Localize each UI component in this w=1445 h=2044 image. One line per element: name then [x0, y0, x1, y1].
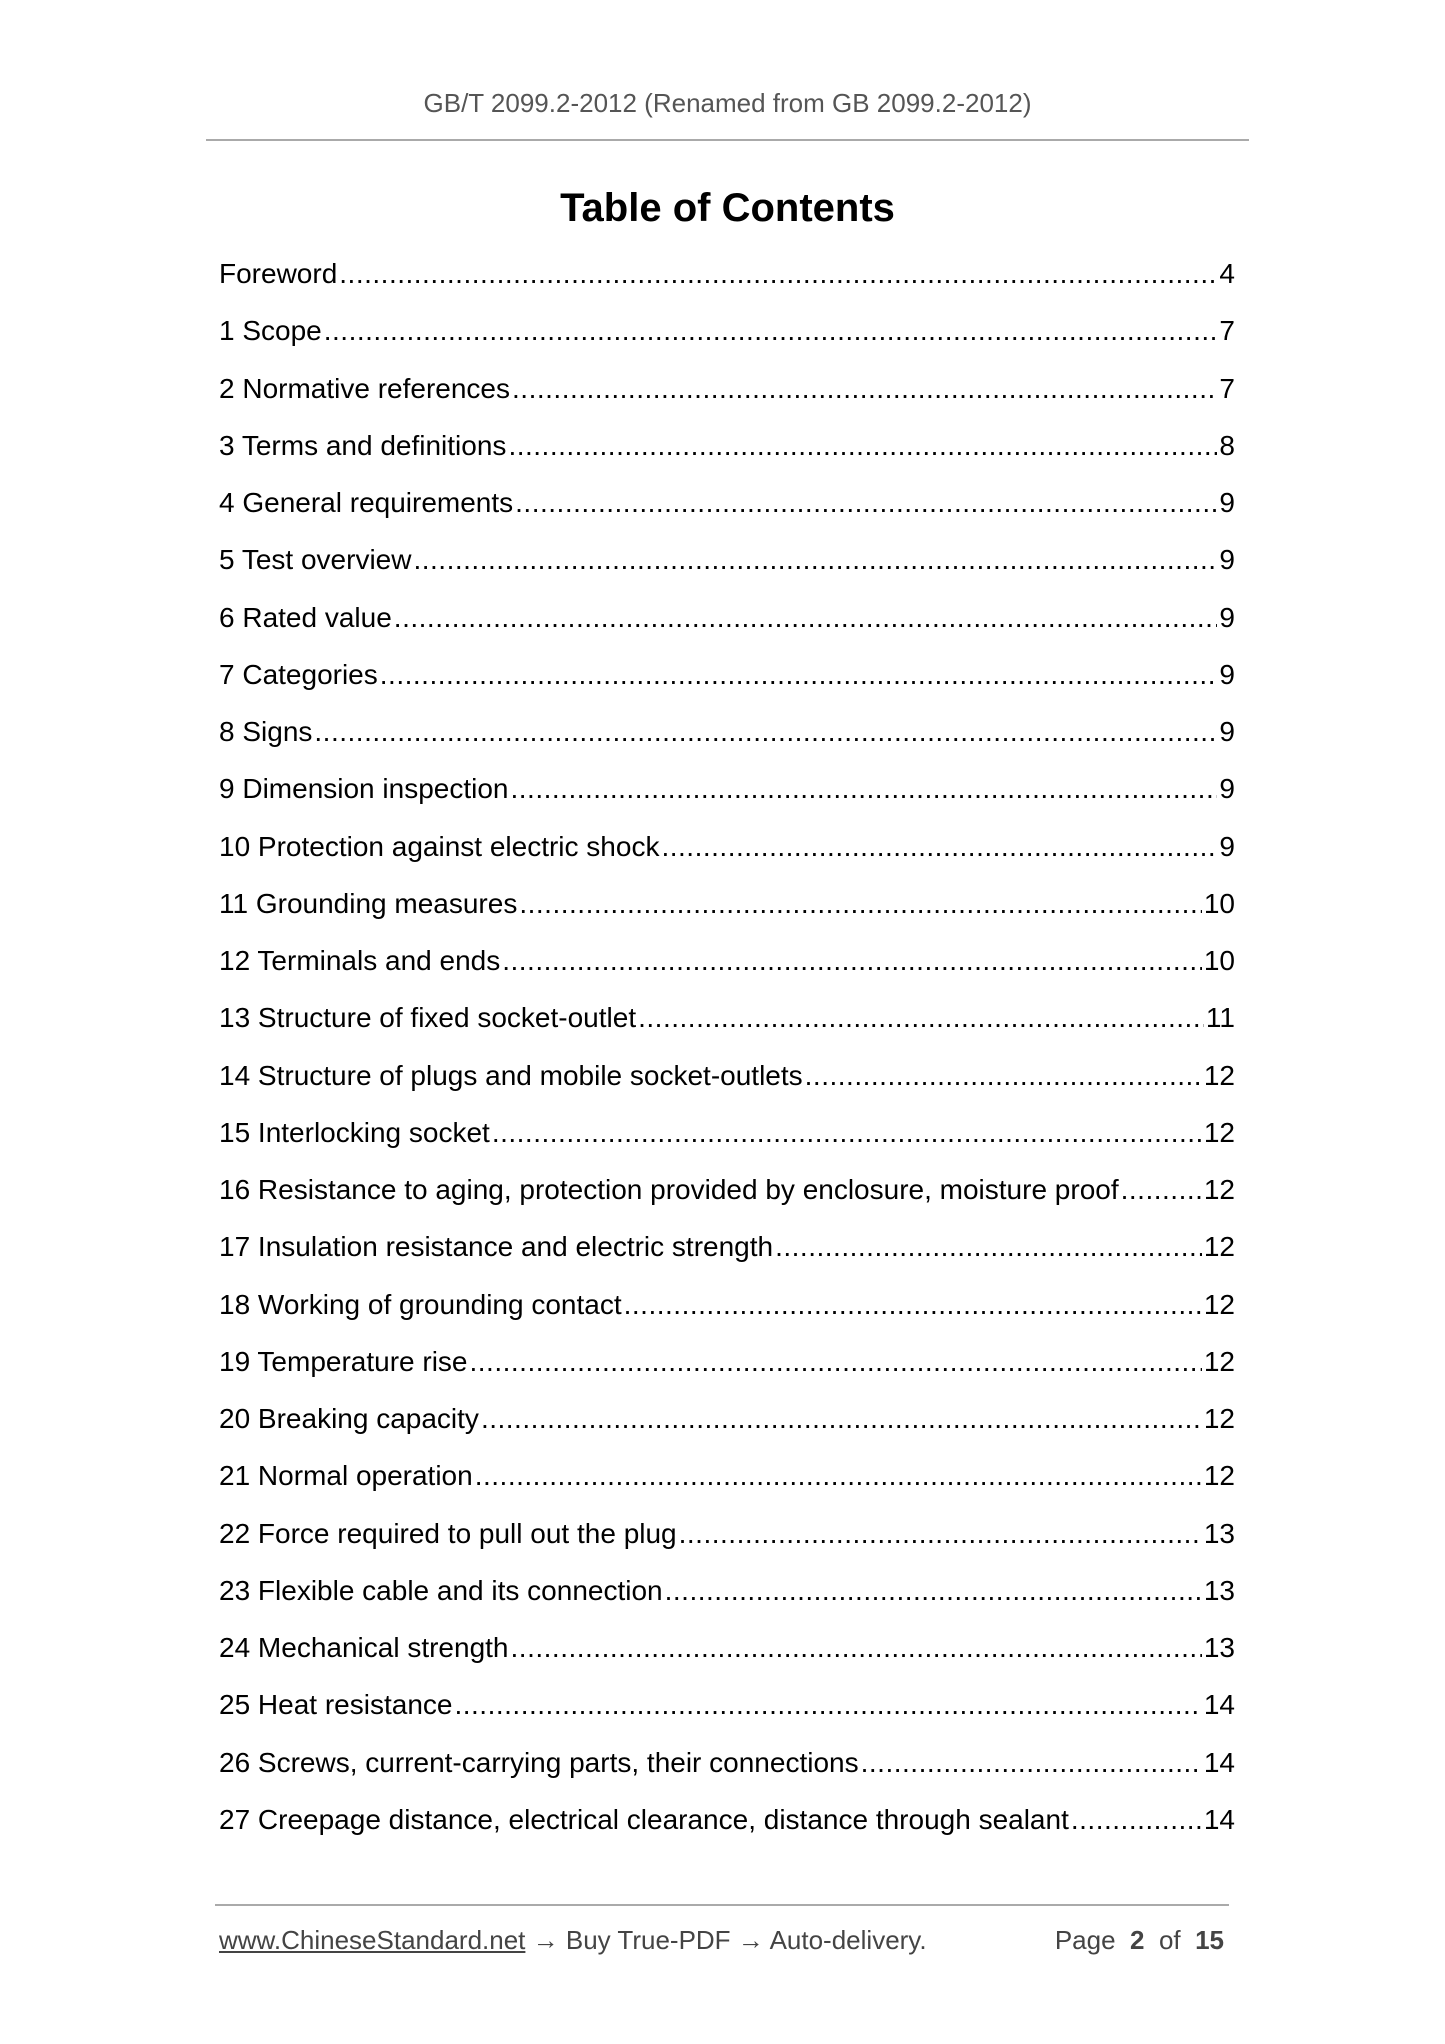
dot-leader	[339, 258, 1217, 290]
toc-entry[interactable]	[219, 1060, 1235, 1117]
toc-entry[interactable]	[219, 1689, 1235, 1746]
toc-entry[interactable]	[219, 1460, 1235, 1517]
dot-leader	[511, 773, 1218, 805]
page-title: Table of Contents	[560, 186, 895, 230]
toc-entry[interactable]	[219, 487, 1235, 544]
toc-entry-page: 12	[1203, 1231, 1235, 1263]
toc-entry-label: 8 Signs	[219, 716, 313, 747]
toc-entry-page: 12	[1203, 1116, 1235, 1148]
toc-entry[interactable]	[219, 1518, 1235, 1575]
toc-entry-page: 9	[1219, 773, 1235, 805]
page-number	[1055, 1925, 1224, 1956]
running-header: GB/T 2099.2-2012 (Renamed from GB 2099.2-2012)	[423, 88, 1032, 118]
toc-entry-page: 9	[1219, 601, 1235, 633]
toc-entry[interactable]	[219, 831, 1235, 888]
toc-entry[interactable]	[219, 716, 1235, 773]
toc-entry-page: 12	[1203, 1288, 1235, 1320]
dot-leader	[805, 1060, 1202, 1092]
toc-entry-page: 11	[1205, 1002, 1235, 1034]
toc-entry-label: 16 Resistance to aging, protection provided by enclosure, moisture proof	[219, 1174, 1119, 1205]
toc-entry-label: 19 Temperature rise	[219, 1345, 468, 1377]
dot-leader	[661, 831, 1217, 863]
footer-divider	[215, 1904, 1229, 1906]
toc-entry-page: 9	[1219, 658, 1235, 690]
dot-leader	[1121, 1174, 1202, 1206]
dot-leader	[861, 1747, 1202, 1779]
toc-entry[interactable]	[219, 430, 1235, 487]
toc-entry-page: 13	[1203, 1632, 1235, 1663]
toc-entry[interactable]	[219, 888, 1235, 945]
toc-entry[interactable]	[219, 1403, 1235, 1460]
toc-entry-label: 23 Flexible cable and its connection	[219, 1574, 663, 1606]
toc-entry-page: 9	[1219, 487, 1235, 518]
table-of-contents	[219, 258, 1235, 1861]
toc-entry[interactable]	[219, 315, 1235, 372]
dot-leader	[624, 1289, 1202, 1321]
toc-entry[interactable]	[219, 945, 1235, 1002]
toc-entry[interactable]	[219, 258, 1235, 315]
toc-entry-page: 7	[1219, 315, 1235, 347]
toc-entry-page: 8	[1219, 429, 1235, 461]
toc-entry-label: 5 Test overview	[219, 544, 412, 576]
dot-leader	[492, 1117, 1202, 1149]
page-current: 2	[1130, 1925, 1145, 1955]
toc-entry[interactable]	[219, 1231, 1235, 1288]
website-link[interactable]: www.ChineseStandard.net	[219, 1925, 526, 1955]
page-label: Page	[1054, 1925, 1116, 1955]
toc-entry-label: 17 Insulation resistance and electric strength	[219, 1231, 774, 1263]
toc-entry-page: 9	[1219, 830, 1235, 862]
toc-entry[interactable]	[219, 1575, 1235, 1632]
dot-leader	[638, 1002, 1204, 1034]
footer-left	[219, 1925, 927, 1956]
toc-entry-page: 13	[1203, 1517, 1235, 1549]
dot-leader	[519, 888, 1202, 920]
dot-leader	[324, 315, 1218, 347]
dot-leader	[470, 1346, 1202, 1378]
dot-leader	[481, 1403, 1202, 1435]
toc-entry-label: 12 Terminals and ends	[219, 945, 501, 976]
dot-leader	[508, 430, 1217, 462]
toc-entry-label: 10 Protection against electric shock	[219, 830, 660, 862]
toc-entry-page: 9	[1219, 544, 1235, 576]
toc-entry-page: 14	[1203, 1746, 1235, 1778]
toc-entry-page: 12	[1203, 1345, 1235, 1377]
toc-entry-label: 13 Structure of fixed socket-outlet	[219, 1002, 637, 1034]
toc-entry-page: 14	[1203, 1689, 1235, 1721]
toc-entry-label: 27 Creepage distance, electrical clearance, distance through sealant	[219, 1803, 1069, 1835]
toc-entry-page: 12	[1203, 1403, 1235, 1434]
dot-leader	[775, 1231, 1202, 1263]
toc-entry-page: 9	[1219, 716, 1235, 747]
footer-text: → Buy True-PDF → Auto-delivery.	[525, 1925, 927, 1955]
toc-entry-label: 4 General requirements	[219, 487, 514, 518]
toc-entry[interactable]	[219, 1632, 1235, 1689]
toc-entry[interactable]	[219, 1804, 1235, 1861]
toc-entry-label: 21 Normal operation	[219, 1460, 473, 1492]
dot-leader	[454, 1689, 1201, 1721]
toc-entry[interactable]	[219, 1117, 1235, 1174]
toc-entry[interactable]	[219, 1289, 1235, 1346]
toc-entry-label: 18 Working of grounding contact	[219, 1288, 622, 1320]
header-divider	[206, 139, 1249, 141]
dot-leader	[413, 544, 1217, 576]
toc-entry[interactable]	[219, 1747, 1235, 1804]
toc-entry-page: 4	[1219, 258, 1235, 289]
dot-leader	[380, 659, 1218, 691]
dot-leader	[511, 1632, 1202, 1664]
toc-entry-label: 20 Breaking capacity	[219, 1403, 479, 1434]
toc-entry-label: 3 Terms and definitions	[219, 429, 507, 461]
toc-entry-label: 11 Grounding measures	[219, 887, 518, 919]
dot-leader	[394, 602, 1218, 634]
toc-entry-page: 13	[1203, 1574, 1235, 1606]
toc-entry-page: 7	[1219, 372, 1235, 404]
dot-leader	[314, 716, 1217, 748]
toc-entry-label: 14 Structure of plugs and mobile socket-outlets	[219, 1059, 803, 1091]
toc-entry-page: 10	[1203, 945, 1235, 976]
toc-entry-label: 22 Force required to pull out the plug	[219, 1517, 677, 1549]
toc-entry-page: 12	[1203, 1059, 1235, 1091]
toc-entry-label: 25 Heat resistance	[219, 1689, 453, 1721]
dot-leader	[1071, 1804, 1202, 1836]
toc-entry-label: 24 Mechanical strength	[219, 1632, 509, 1663]
toc-entry-label: Foreword	[219, 258, 338, 289]
footer	[219, 1925, 1224, 1956]
dot-leader	[679, 1518, 1202, 1550]
toc-entry-label: 1 Scope	[219, 315, 322, 347]
toc-entry-page: 12	[1203, 1460, 1235, 1492]
toc-entry-label: 6 Rated value	[219, 601, 392, 633]
toc-entry-label: 2 Normative references	[219, 372, 511, 404]
toc-entry-page: 12	[1203, 1174, 1235, 1205]
toc-entry[interactable]	[219, 602, 1235, 659]
toc-entry[interactable]	[219, 773, 1235, 830]
dot-leader	[502, 945, 1202, 977]
dot-leader	[475, 1460, 1202, 1492]
toc-entry[interactable]	[219, 1002, 1235, 1059]
page-total: 15	[1195, 1925, 1224, 1955]
toc-entry-page: 10	[1203, 887, 1235, 919]
dot-leader	[512, 373, 1217, 405]
toc-entry-label: 7 Categories	[219, 658, 378, 690]
toc-entry-label: 26 Screws, current-carrying parts, their connections	[219, 1746, 859, 1778]
toc-entry-label: 9 Dimension inspection	[219, 773, 509, 805]
toc-entry-label: 15 Interlocking socket	[219, 1116, 490, 1148]
toc-entry[interactable]	[219, 659, 1235, 716]
dot-leader	[665, 1575, 1202, 1607]
dot-leader	[515, 487, 1217, 519]
toc-entry[interactable]	[219, 1346, 1235, 1403]
toc-entry-page: 14	[1203, 1803, 1235, 1835]
toc-entry[interactable]	[219, 1174, 1235, 1231]
toc-entry[interactable]	[219, 373, 1235, 430]
toc-entry[interactable]	[219, 544, 1235, 601]
page-of: of	[1158, 1925, 1181, 1955]
